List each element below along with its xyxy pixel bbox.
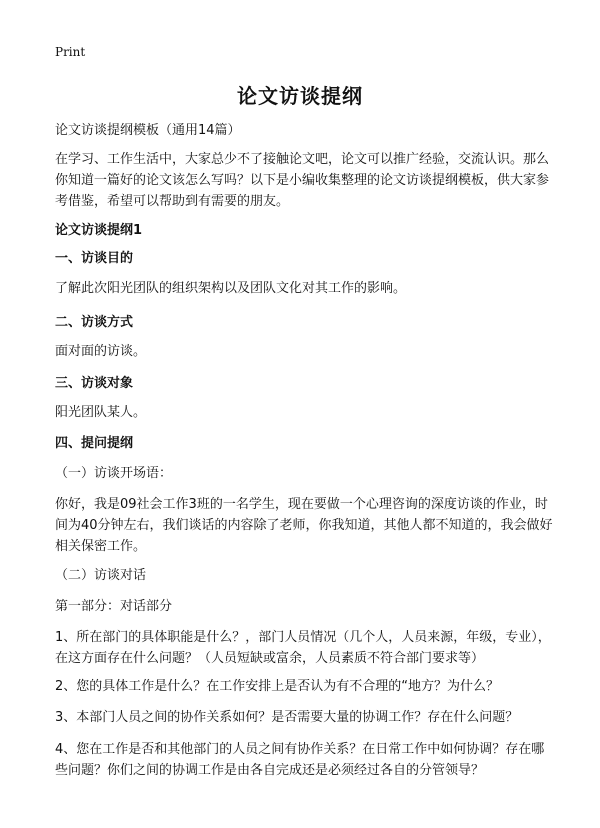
goal-heading: 一、访谈目的 bbox=[55, 251, 134, 266]
opening-text: 你好，我是09社会工作3班的一名学生，现在要做一个心理咨询的深度访谈的作业，时间为40分钟左右，我们谈话的内容除了老师，你我知道，其他人都不知道的，我会做好相关保密工作。 bbox=[55, 497, 553, 554]
target-text: 阳光团队某人。 bbox=[55, 405, 147, 420]
question-item: 1、所在部门的具体职能是什么？，部门人员情况（几个人，人员来源，年级，专业），在这方面存在什么问题？（人员短缺或富余，人员素质不符合部门要求等） bbox=[55, 630, 551, 666]
goal-text: 了解此次阳光团队的组织架构以及团队文化对其工作的影响。 bbox=[55, 281, 407, 296]
target-heading: 三、访谈对象 bbox=[55, 376, 134, 391]
document-subtitle: 论文访谈提纲模板（通用14篇） bbox=[55, 123, 241, 138]
method-heading: 二、访谈方式 bbox=[55, 315, 134, 330]
question-item: 3、本部门人员之间的协作关系如何？是否需要大量的协调工作？存在什么问题？ bbox=[55, 710, 519, 725]
question-item: 4、您在工作是否和其他部门的人员之间有协作关系？在日常工作中如何协调？存在哪些问题？你们之间的协调工作是由各自完成还是必须经过各自的分管领导？ bbox=[55, 742, 545, 778]
page-title: 论文访谈提纲 bbox=[237, 84, 363, 108]
question-item: 2、您的具体工作是什么？在工作安排上是否认为有不合理的“地方？为什么？ bbox=[55, 679, 500, 694]
part1-label: 第一部分：对话部分 bbox=[55, 599, 173, 614]
print-link[interactable]: Print bbox=[55, 45, 86, 59]
opening-label: （一）访谈开场语： bbox=[55, 466, 173, 481]
method-text: 面对面的访谈。 bbox=[55, 344, 147, 359]
outline-heading: 四、提问提纲 bbox=[55, 436, 134, 451]
section-heading: 论文访谈提纲1 bbox=[55, 223, 143, 238]
dialogue-label: （二）访谈对话 bbox=[55, 568, 147, 583]
intro-paragraph: 在学习、工作生活中，大家总少不了接触论文吧，论文可以推广经验，交流认识。那么你知道一篇好的论文该怎么写吗？以下是小编收集整理的论文访谈提纲模板，供大家参考借鉴，希望可以帮助到有需要的朋友。 bbox=[55, 152, 550, 209]
